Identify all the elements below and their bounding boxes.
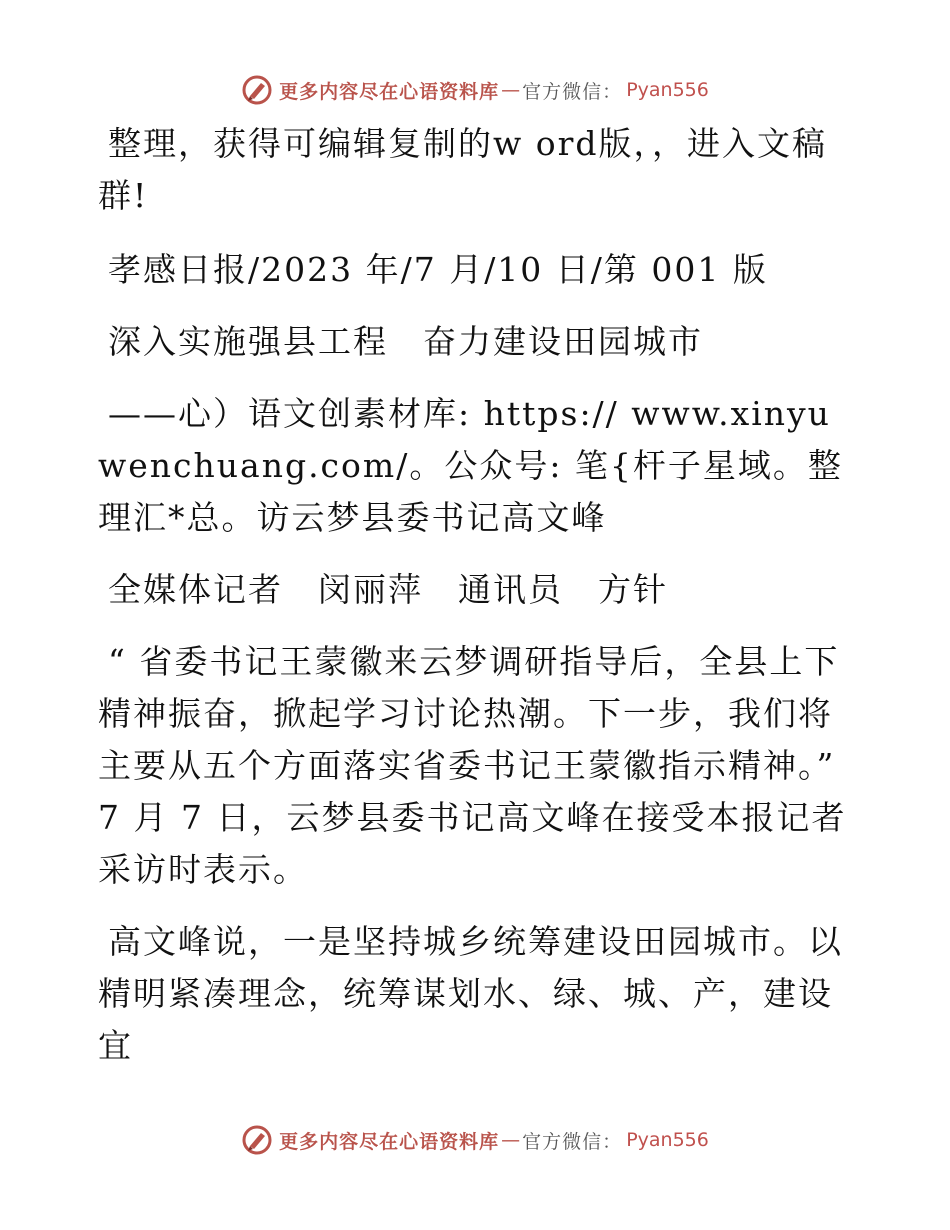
banner-account: Pyan556 (626, 79, 709, 101)
article-body (98, 118, 858, 1092)
banner-dash: — (501, 1129, 521, 1151)
article-subtitle: ——心）语文创素材库: https:// www.xinyuwenchuang.com/。公众号: 笔{杆子星域。整理汇*总。访云梦县委书记高文峰 (98, 394, 843, 537)
banner-brand: 更多内容尽在心语资料库 (279, 80, 500, 103)
source-line: 孝感日报/2023 年/7 月/10 日/第 001 版 (108, 250, 768, 289)
banner-wechat-label: 官方微信： (522, 80, 623, 103)
banner-wechat-label: 官方微信： (522, 1130, 623, 1153)
banner-account: Pyan556 (626, 1129, 709, 1151)
intro-note: 整理，获得可编辑复制的w ord版，，进入文稿群! (98, 124, 828, 215)
footer-banner (0, 1120, 950, 1160)
banner-dash: — (501, 79, 521, 101)
header-banner (0, 70, 950, 110)
pen-logo-icon (241, 74, 273, 106)
body-paragraph: “ 省委书记王蒙徽来云梦调研指导后，全县上下精神振奋，掀起学习讨论热潮。下一步，我们将主要从五个方面落实省委书记王蒙徽指示精神。” 7 月 7 日，云梦县委书记高文峰在接受本报记者采访时表示。 (98, 642, 847, 889)
pen-logo-icon (241, 1124, 273, 1156)
body-paragraph: 高文峰说，一是坚持城乡统筹建设田园城市。以精明紧凑理念，统筹谋划水、绿、城、产，建设宜 (98, 922, 843, 1065)
banner-brand: 更多内容尽在心语资料库 (279, 1130, 500, 1153)
byline: 全媒体记者 闵丽萍 通讯员 方针 (108, 570, 668, 609)
article-title: 深入实施强县工程 奋力建设田园城市 (108, 322, 703, 361)
